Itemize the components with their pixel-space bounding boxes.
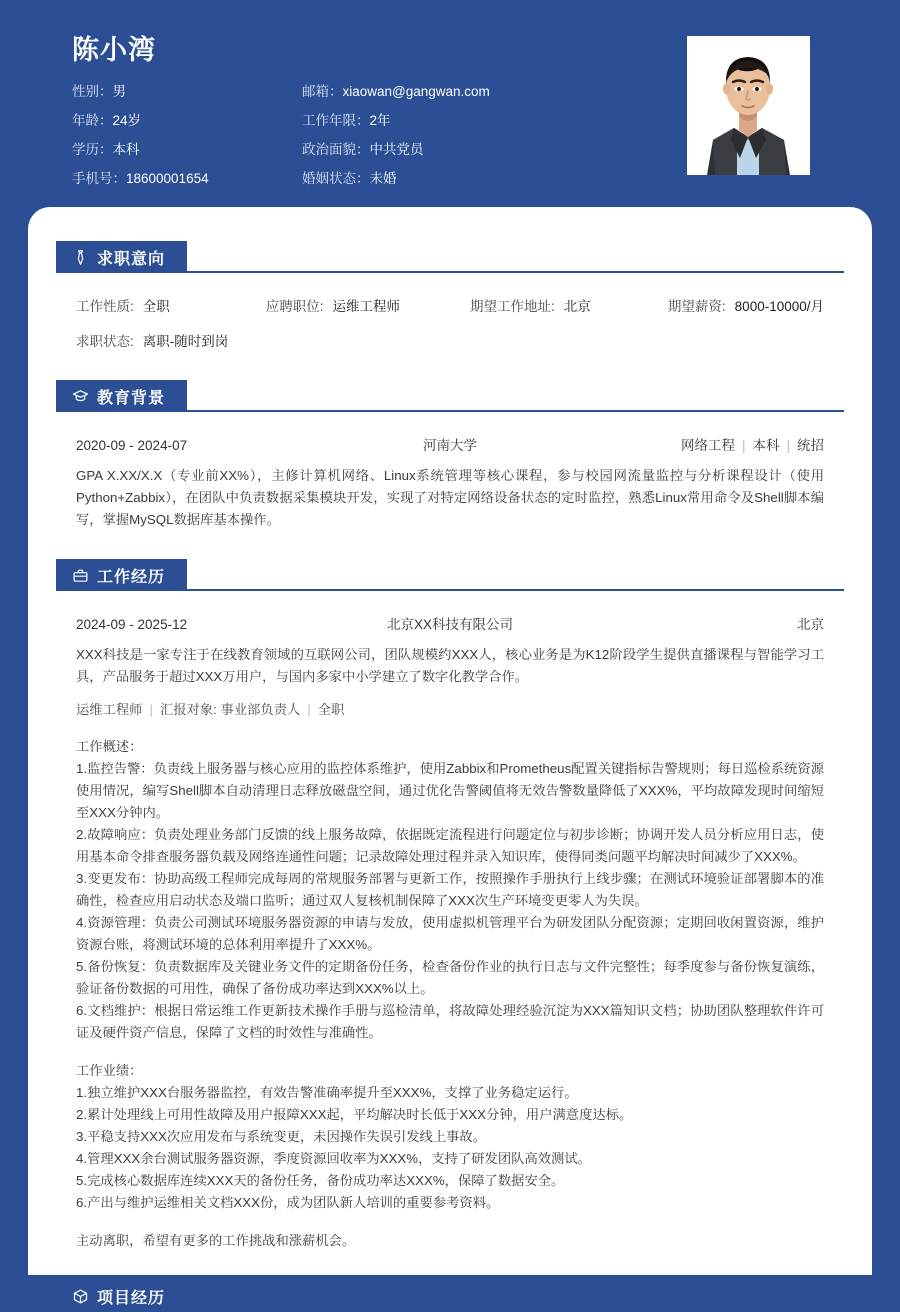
education-tag: 统招 xyxy=(797,438,824,453)
work-company-description: XXX科技是一家专注于在线教育领域的互联网公司，团队规模约XXX人，核心业务是为K12阶段学生提供直播课程与智能学习工具，产品服务于超过XXX万用户，与国内多家中小学建立了数字化教学合作。 xyxy=(76,647,824,684)
job-intent-value: 8000-10000/月 xyxy=(734,299,824,314)
work-meta-item: 全职 xyxy=(317,702,345,717)
work-body xyxy=(56,615,844,1252)
work-achievement-item: 6.产出与维护运维相关文档XXX份，成为团队新人培训的重要参考资料。 xyxy=(76,1195,500,1210)
education-title-bar xyxy=(56,380,187,412)
job-intent-title: 求职意向 xyxy=(97,250,166,268)
work-meta-item: 汇报对象: 事业部负责人 xyxy=(159,702,301,717)
candidate-photo xyxy=(687,36,810,175)
section-education xyxy=(28,380,872,531)
project-title-bar xyxy=(56,1280,187,1312)
resume-card xyxy=(28,207,872,1307)
project-header xyxy=(56,1280,844,1312)
tag-separator: | xyxy=(786,438,790,453)
work-achievements-title: 工作业绩： xyxy=(76,1063,143,1078)
work-header xyxy=(56,559,844,591)
header-field xyxy=(302,169,900,189)
job-intent-item xyxy=(76,297,266,317)
job-intent-label: 期望工作地址: xyxy=(470,299,555,314)
section-job-intent xyxy=(28,241,872,352)
education-body xyxy=(56,436,844,531)
header-field xyxy=(302,111,900,131)
header-field xyxy=(302,140,900,160)
header-field-label: 邮箱： xyxy=(302,84,343,99)
work-overview-title: 工作概述： xyxy=(76,739,143,754)
education-header xyxy=(56,380,844,412)
education-school: 河南大学 xyxy=(423,438,477,453)
job-intent-title-bar xyxy=(56,241,187,273)
job-intent-item xyxy=(76,332,286,352)
work-achievement-item: 4.管理XXX余台测试服务器资源，季度资源回收率为XXX%，支持了研发团队高效测试。 xyxy=(76,1151,591,1166)
work-overview-item: 3.变更发布：协助高级工程师完成每周的常规服务部署与更新工作，按照操作手册执行上线步骤；在测试环境验证部署脚本的准确性，检查应用启动状态及端口监听；通过双人复核机制保障了XXX次生产环境变更零人为失误。 xyxy=(76,871,824,908)
work-overview xyxy=(76,736,824,1044)
education-entry xyxy=(76,436,824,531)
tag-separator: | xyxy=(307,702,311,717)
job-intent-header xyxy=(56,241,844,273)
header-field-label: 手机号： xyxy=(72,171,126,186)
header-field-value: 2年 xyxy=(369,113,391,128)
work-title: 工作经历 xyxy=(97,568,166,586)
job-intent-label: 应聘职位: xyxy=(265,299,324,314)
header-field xyxy=(72,111,302,131)
job-intent-value: 北京 xyxy=(563,299,591,314)
project-title: 项目经历 xyxy=(97,1289,166,1307)
necktie-icon xyxy=(72,249,89,266)
job-intent-item xyxy=(470,297,668,317)
header-field xyxy=(72,82,302,102)
work-entry-row xyxy=(76,615,824,635)
header-field-label: 性别： xyxy=(72,84,113,99)
job-intent-value: 离职-随时到岗 xyxy=(142,334,229,349)
header-field-value: 18600001654 xyxy=(126,171,209,186)
work-meta xyxy=(76,700,824,720)
work-achievement-item: 1.独立维护XXX台服务器监控，有效告警准确率提升至XXX%，支撑了业务稳定运行。 xyxy=(76,1085,578,1100)
header-field-label: 政治面貌： xyxy=(302,142,370,157)
education-tag: 网络工程 xyxy=(680,438,735,453)
work-achievement-item: 3.平稳支持XXX次应用发布与系统变更，未因操作失误引发线上事故。 xyxy=(76,1129,487,1144)
candidate-name: 陈小湾 xyxy=(72,35,156,65)
work-overview-item: 1.监控告警：负责线上服务器与核心应用的监控体系维护，使用Zabbix和Prometheus配置关键指标告警规则；每日巡检系统资源使用情况，编写Shell脚本自动清理日志释放磁盘空间，通过优化告警阈值将无效告警数量降低了XXX%，平均故障发现时间缩短至XXX分钟内。 xyxy=(76,761,824,820)
job-intent-value: 运维工程师 xyxy=(332,299,401,314)
work-title-bar xyxy=(56,559,187,591)
header-field-value: 未婚 xyxy=(369,171,397,186)
tag-separator: | xyxy=(149,702,153,717)
tag-separator: | xyxy=(741,438,746,453)
work-overview-item: 6.文档维护：根据日常运维工作更新技术操作手册与巡检清单，将故障处理经验沉淀为XXX篇知识文档；协助团队整理软件许可证及硬件资产信息，保障了文档的时效性与准确性。 xyxy=(76,1003,824,1040)
job-intent-label: 期望薪资: xyxy=(667,299,726,314)
education-title: 教育背景 xyxy=(97,389,166,407)
work-entry xyxy=(76,615,824,1252)
resume-header xyxy=(0,0,900,207)
header-field-label: 学历： xyxy=(72,142,113,157)
education-tags xyxy=(524,436,824,456)
work-achievement-item: 2.累计处理线上可用性故障及用户报障XXX起，平均解决时长低于XXX分钟，用户满意度达标。 xyxy=(76,1107,633,1122)
box-icon xyxy=(72,1288,89,1305)
education-description: GPA X.XX/X.X（专业前XX%），主修计算机网络、Linux系统管理等核心课程，参与校园网流量监控与分析课程设计（使用Python+Zabbix），在团队中负责数据采集模块开发，实现了对特定网络设备状态的定时监控，熟悉Linux常用命令及Shell脚本编写，掌握MySQL数据库基本操作。 xyxy=(76,468,824,527)
section-work-experience xyxy=(28,559,872,1252)
header-field-label: 工作年限： xyxy=(302,113,370,128)
header-field xyxy=(302,82,900,102)
work-overview-item: 2.故障响应：负责处理业务部门反馈的线上服务故障，依据既定流程进行问题定位与初步诊断；协调开发人员分析应用日志，使用基本命令排查服务器负载及网络连通性问题；记录故障处理过程并录入知识库，使得同类问题平均解决时间减少了XXX%。 xyxy=(76,827,824,864)
section-project-experience xyxy=(28,1280,872,1312)
job-intent-row xyxy=(76,297,824,317)
header-field-value: 男 xyxy=(112,84,126,99)
work-achievement-item: 5.完成核心数据库连续XXX天的备份任务，备份成功率达XXX%，保障了数据安全。 xyxy=(76,1173,565,1188)
job-intent-label: 求职状态: xyxy=(76,334,134,349)
education-date: 2020-09 - 2024-07 xyxy=(76,438,188,453)
job-intent-item xyxy=(668,297,824,317)
education-tag: 本科 xyxy=(752,438,780,453)
job-intent-row xyxy=(76,332,824,352)
job-intent-body xyxy=(56,297,844,352)
job-intent-item xyxy=(266,297,470,317)
work-company: 北京XX科技有限公司 xyxy=(386,617,513,632)
work-overview-item: 4.资源管理：负责公司测试环境服务器资源的申请与发放，使用虚拟机管理平台为研发团队分配资源；定期回收闲置资源，维护资源台账，将测试环境的总体利用率提升了XXX%。 xyxy=(76,915,824,952)
header-field-value: xiaowan@gangwan.com xyxy=(342,84,490,99)
graduation-cap-icon xyxy=(72,388,89,405)
header-field xyxy=(72,140,302,160)
job-intent-value: 全职 xyxy=(142,299,170,314)
header-field-label: 婚姻状态： xyxy=(302,171,370,186)
briefcase-icon xyxy=(72,567,89,584)
work-leave-reason: 主动离职，希望有更多的工作挑战和涨薪机会。 xyxy=(76,1233,356,1248)
work-achievements xyxy=(76,1060,824,1214)
education-entry-row xyxy=(76,436,824,456)
work-overview-item: 5.备份恢复：负责数据库及关键业务文件的定期备份任务，检查备份作业的执行日志与文件完整性；每季度参与备份恢复演练，验证备份数据的可用性，确保了备份成功率达到XXX%以上。 xyxy=(76,959,824,996)
header-field-label: 年龄： xyxy=(72,113,113,128)
header-field-value: 中共党员 xyxy=(369,142,424,157)
work-date: 2024-09 - 2025-12 xyxy=(76,617,188,632)
header-field-value: 24岁 xyxy=(112,113,142,128)
work-location: 北京 xyxy=(797,617,824,632)
work-meta-item: 运维工程师 xyxy=(76,702,143,717)
header-field xyxy=(72,169,302,189)
header-field-value: 本科 xyxy=(112,142,140,157)
job-intent-label: 工作性质: xyxy=(76,299,134,314)
